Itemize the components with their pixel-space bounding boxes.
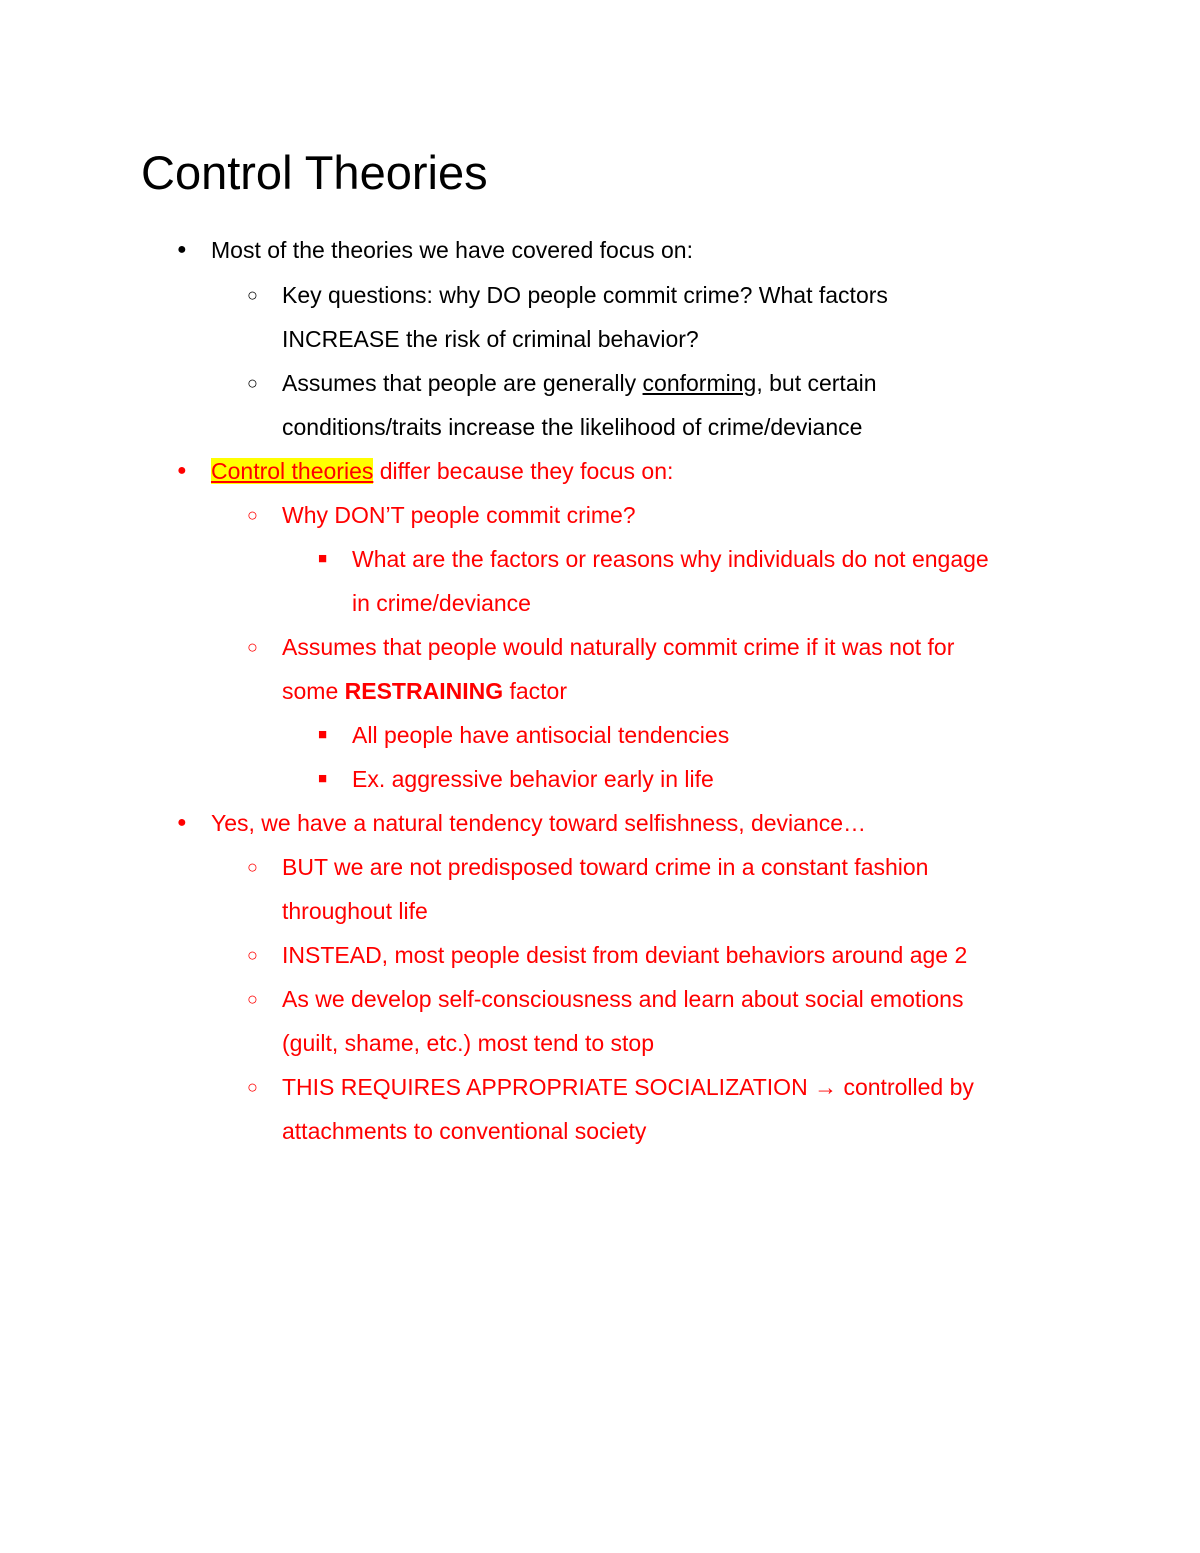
text-segment: differ because they focus on:	[373, 458, 674, 484]
bullet-2-sub-2-line-2	[282, 676, 567, 706]
circle-marker: ○	[247, 857, 258, 877]
text-segment: factor	[503, 678, 568, 704]
bullet-2-sub-2-item-2: Ex. aggressive behavior early in life	[352, 766, 714, 792]
bullet-1-text: Most of the theories we have covered focus on:	[211, 237, 693, 263]
bullet-1-sub-2-line-1	[282, 368, 877, 398]
bullet-1-sub-1-line-2: INCREASE the risk of criminal behavior?	[282, 326, 699, 352]
bullet-3-sub-3-line-2: (guilt, shame, etc.) most tend to stop	[282, 1030, 654, 1056]
bullet-2-sub-1-item-1-line-1: What are the factors or reasons why individuals do not engage	[352, 546, 989, 572]
square-marker: ■	[318, 770, 328, 787]
text-segment: some	[282, 678, 345, 704]
circle-marker: ○	[247, 1077, 258, 1097]
bullet-3-sub-1-line-2: throughout life	[282, 898, 428, 924]
bullet-marker: ●	[177, 814, 187, 831]
square-marker: ■	[318, 550, 328, 567]
page-title: Control Theories	[141, 146, 488, 199]
bullet-2-sub-2-item-1: All people have antisocial tendencies	[352, 722, 730, 748]
bullet-3-text: Yes, we have a natural tendency toward selfishness, deviance…	[211, 810, 867, 836]
circle-marker: ○	[247, 285, 258, 305]
bullet-3-sub-4-line-2: attachments to conventional society	[282, 1118, 647, 1144]
bullet-marker: ●	[177, 241, 187, 258]
underlined-word: conforming	[642, 370, 757, 396]
bullet-2-sub-1: Why DON’T people commit crime?	[282, 502, 636, 528]
text-segment: Assumes that people are generally	[282, 370, 643, 396]
bullet-3-sub-2: INSTEAD, most people desist from deviant behaviors around age 2	[282, 942, 968, 968]
bullet-1-sub-1-line-1: Key questions: why DO people commit crime? What factors	[282, 282, 888, 308]
bullet-3-sub-4-line-1: THIS REQUIRES APPROPRIATE SOCIALIZATION → controlled by	[282, 1074, 974, 1100]
bullet-2-sub-1-item-1-line-2: in crime/deviance	[352, 590, 531, 616]
bullet-1-sub-2-line-2: conditions/traits increase the likelihood of crime/deviance	[282, 414, 863, 440]
square-marker: ■	[318, 726, 328, 743]
text-segment: , but certain	[756, 370, 877, 396]
bullet-3-sub-1-line-1: BUT we are not predisposed toward crime in a constant fashion	[282, 854, 929, 880]
bullet-2-text	[211, 456, 673, 486]
circle-marker: ○	[247, 637, 258, 657]
bullet-3-sub-3-line-1: As we develop self-consciousness and learn about social emotions	[282, 986, 964, 1012]
circle-marker: ○	[247, 989, 258, 1009]
circle-marker: ○	[247, 505, 258, 525]
circle-marker: ○	[247, 945, 258, 965]
highlighted-term: Control theories	[211, 458, 374, 484]
bold-word: RESTRAINING	[344, 678, 504, 704]
bullet-2-sub-2-line-1: Assumes that people would naturally commit crime if it was not for	[282, 634, 955, 660]
bullet-marker: ●	[177, 462, 187, 479]
circle-marker: ○	[247, 373, 258, 393]
